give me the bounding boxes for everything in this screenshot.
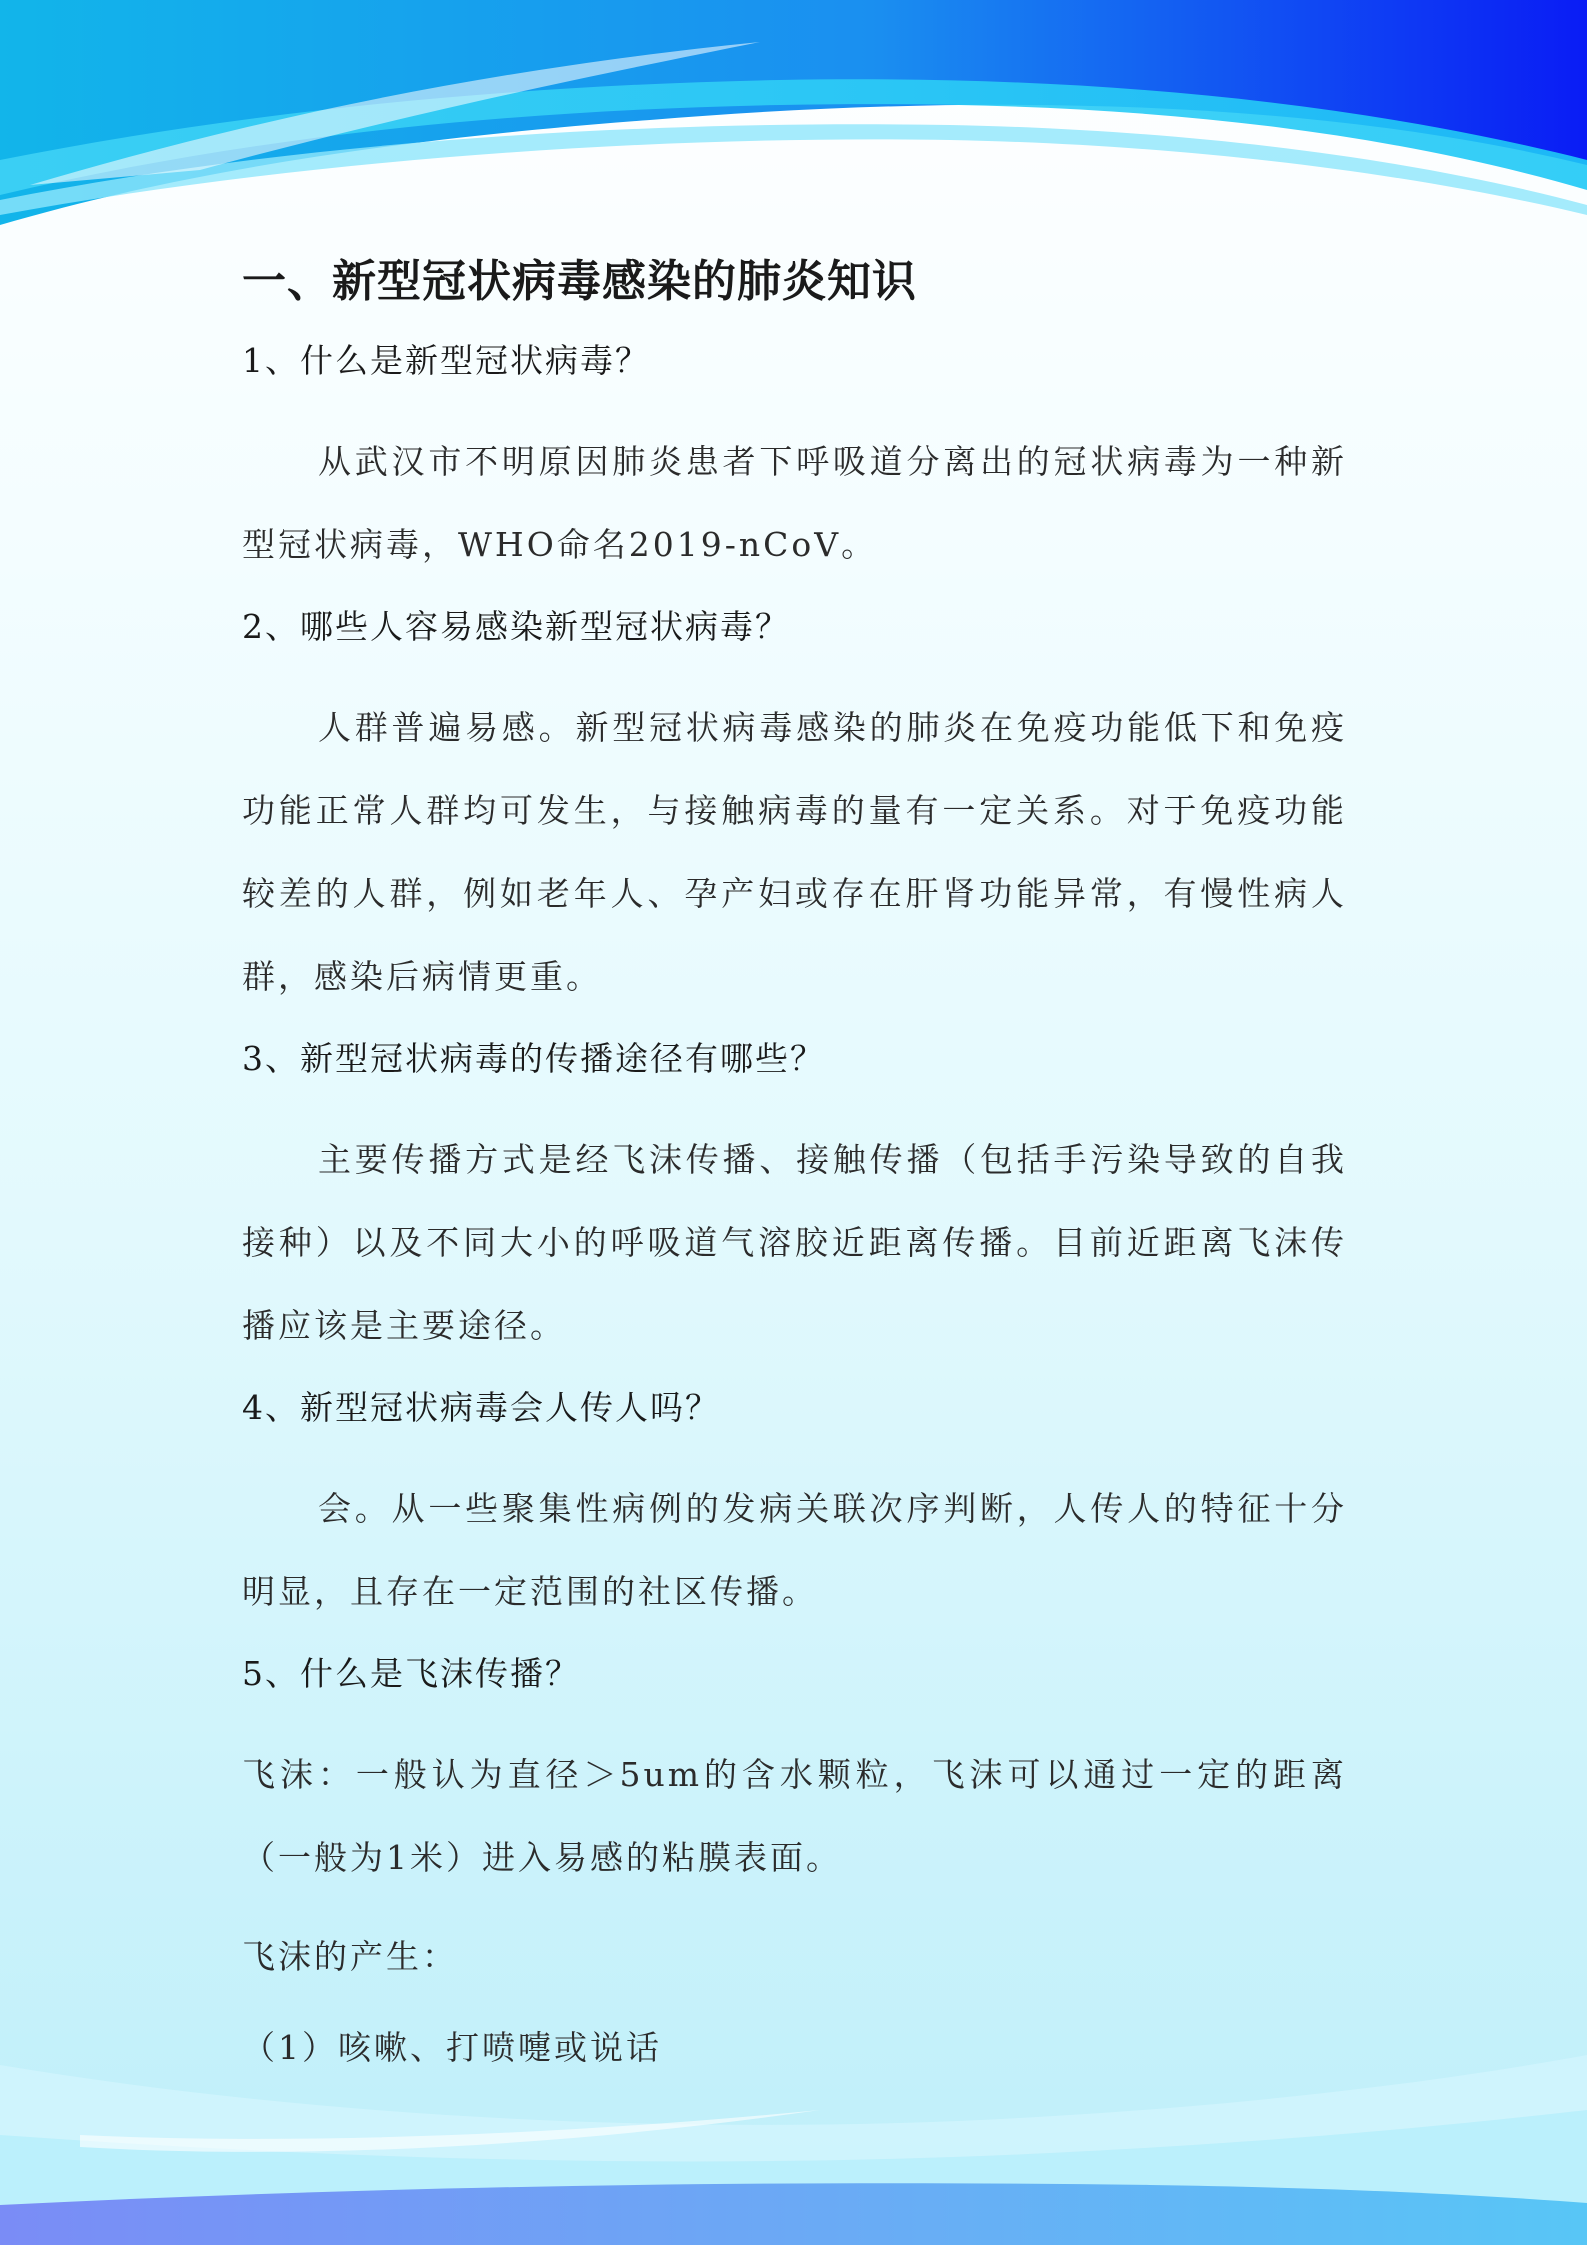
question-2: 2、哪些人容易感染新型冠状病毒？ xyxy=(242,607,790,646)
droplet-production-heading: 飞沫的产生： xyxy=(242,1937,458,1976)
question-5: 5、什么是飞沫传播？ xyxy=(242,1654,580,1693)
question-3: 3、新型冠状病毒的传播途径有哪些？ xyxy=(242,1039,825,1078)
section-1 xyxy=(242,336,1347,586)
section-4 xyxy=(242,1383,1347,1633)
section-5 xyxy=(242,1649,1347,2089)
top-wave-decoration xyxy=(0,0,1587,260)
answer-1: 从武汉市不明原因肺炎患者下呼吸道分离出的冠状病毒为一种新型冠状病毒，WHO命名2019-nCoV。 xyxy=(242,442,1347,564)
document-content xyxy=(242,250,1347,2097)
answer-2: 人群普遍易感。新型冠状病毒感染的肺炎在免疫功能低下和免疫功能正常人群均可发生，与接触病毒的量有一定关系。对于免疫功能较差的人群，例如老年人、孕产妇或存在肝肾功能异常，有慢性病人群，感染后病情更重。 xyxy=(242,708,1347,996)
document-title: 一、新型冠状病毒感染的肺炎知识 xyxy=(242,257,917,306)
answer-3: 主要传播方式是经飞沫传播、接触传播（包括手污染导致的自我接种）以及不同大小的呼吸道气溶胶近距离传播。目前近距离飞沫传播应该是主要途径。 xyxy=(242,1140,1347,1345)
answer-4: 会。从一些聚集性病例的发病关联次序判断，人传人的特征十分明显，且存在一定范围的社区传播。 xyxy=(242,1489,1347,1611)
droplet-definition: 飞沫：一般认为直径＞5um的含水颗粒，飞沫可以通过一定的距离（一般为1米）进入易感的粘膜表面。 xyxy=(242,1755,1347,1877)
droplet-production-item-1: （1）咳嗽、打喷嚏或说话 xyxy=(242,2028,662,2067)
section-3 xyxy=(242,1034,1347,1367)
section-2 xyxy=(242,602,1347,1018)
question-1: 1、什么是新型冠状病毒？ xyxy=(242,341,650,380)
question-4: 4、新型冠状病毒会人传人吗？ xyxy=(242,1388,720,1427)
